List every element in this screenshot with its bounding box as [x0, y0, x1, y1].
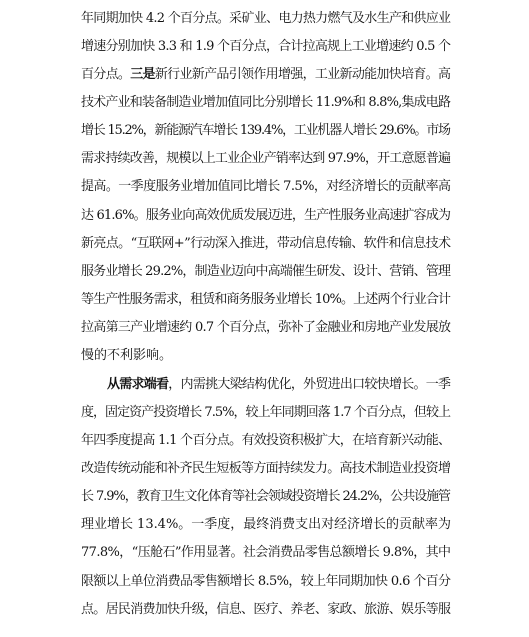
paragraph-line — [81, 262, 451, 282]
text-run: 点。居民消费加快升级，信息、医疗、养老、家政、旅游、娱乐等服 — [81, 602, 451, 617]
text-run: ，内需挑大梁结构优化，外贸进出口较快增长。一季 — [168, 377, 451, 392]
paragraph-line — [81, 177, 451, 197]
text-run: 拉高第三产业增速约 0.7 个百分点，弥补了金融业和房地产业发展放 — [81, 320, 451, 335]
paragraph-line — [81, 346, 451, 366]
text-run: 77.8%，“压舱石”作用显著。社会消费品零售总额增长 9.8%，其中 — [81, 545, 451, 560]
paragraph-line — [81, 121, 451, 141]
paragraph-line — [81, 431, 451, 451]
paragraph-line — [107, 375, 451, 395]
paragraph-line — [81, 459, 451, 479]
text-run: 慢的不利影响。 — [81, 348, 173, 363]
text-run: 增长 15.2%，新能源汽车增长 139.4%，工业机器人增长 29.6%。市场 — [81, 123, 450, 138]
text-run: 限额以上单位消费品零售额增长 8.5%，较上年同期加快 0.6 个百分 — [81, 574, 451, 589]
text-run: 达 61.6%。服务业向高效优质发展迈进，生产性服务业高速扩容成为 — [81, 208, 451, 223]
paragraph-line — [81, 37, 451, 57]
paragraph-line — [81, 234, 451, 254]
paragraph-line — [81, 543, 451, 563]
text-run: 提高。一季度服务业增加值同比增长 7.5%，对经济增长的贡献率高 — [81, 179, 451, 194]
text-run: 增速分别加快 3.3 和 1.9 个百分点，合计拉高规上工业增速约 0.5 个 — [81, 39, 451, 54]
text-run: 理业增长 13.4%。一季度，最终消费支出对经济增长的贡献率为 — [81, 517, 451, 532]
bold-text-run: 从需求端看 — [107, 377, 169, 392]
text-run: 等生产性服务需求，租赁和商务服务业增长 10%。上述两个行业合计 — [81, 292, 451, 307]
paragraph-line — [81, 93, 451, 113]
text-run: 长 7.9%，教育卫生文化体育等社会领域投资增长 24.2%，公共设施管 — [81, 489, 450, 504]
text-run: 年四季度提高 1.1 个百分点。有效投资积极扩大，在培育新兴动能、 — [81, 433, 451, 448]
text-run: 新行业新产品引领作用增强，工业新动能加快培育。高 — [154, 67, 451, 82]
text-run: 新亮点。“互联网+”行动深入推进，带动信息传输、软件和信息技术 — [81, 236, 451, 251]
paragraph-line — [81, 9, 451, 29]
paragraph-line — [81, 65, 451, 85]
paragraph-line — [81, 290, 451, 310]
text-run: 需求持续改善，规模以上工业企业产销率达到 97.9%，开工意愿普遍 — [81, 151, 451, 166]
text-run: 年同期加快 4.2 个百分点。采矿业、电力热力燃气及水生产和供应业 — [81, 11, 451, 26]
text-run: 度，固定资产投资增长 7.5%，较上年同期回落 1.7 个百分点，但较上 — [81, 405, 450, 420]
paragraph-line — [81, 515, 451, 535]
bold-text-run: 三是 — [130, 67, 155, 82]
text-run: 服务业增长 29.2%，制造业迈向中高端催生研发、设计、营销、管理 — [81, 264, 451, 279]
paragraph-line — [81, 600, 451, 620]
text-run: 百分点。 — [81, 67, 131, 82]
paragraph-line — [81, 149, 451, 169]
paragraph-line — [81, 206, 451, 226]
paragraph-line — [81, 487, 451, 507]
paragraph-line — [81, 572, 451, 592]
text-run: 技术产业和装备制造业增加值同比分别增长 11.9%和 8.8%,集成电路 — [81, 95, 451, 110]
paragraph-line — [81, 318, 451, 338]
paragraph-line — [81, 403, 451, 423]
text-run: 改造传统动能和补齐民生短板等方面持续发力。高技术制造业投资增 — [81, 461, 451, 476]
